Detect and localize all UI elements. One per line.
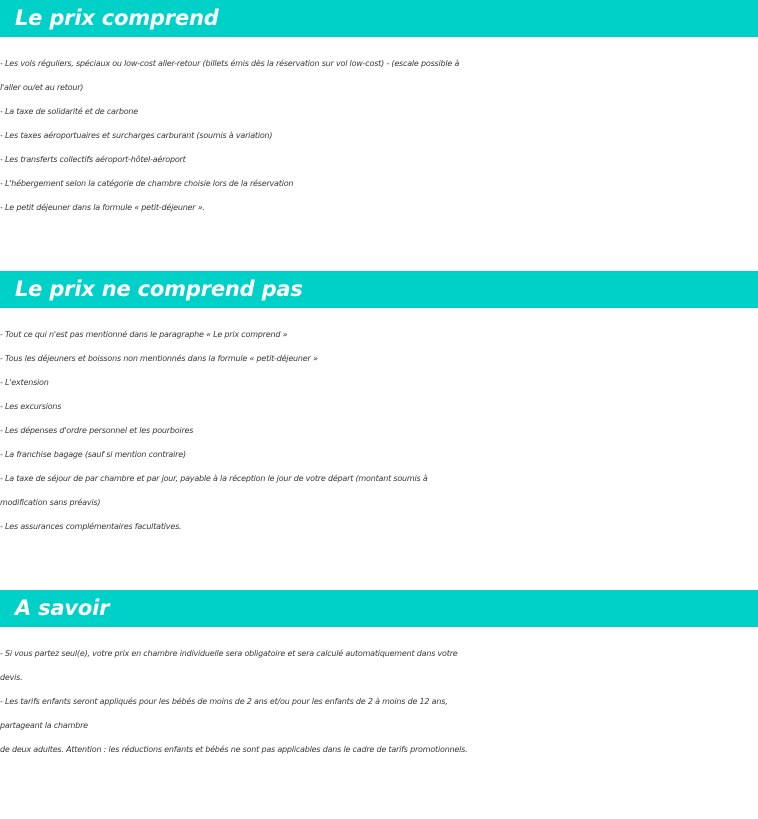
list-item: modification sans préavis)	[0, 498, 101, 507]
section-header-prix-ne-comprend-pas	[0, 271, 758, 308]
list-item: - La taxe de solidarité et de carbone	[0, 107, 139, 116]
section-header-prix-comprend	[0, 0, 758, 37]
list-item: - La franchise bagage (sauf si mention contraire)	[0, 450, 186, 459]
list-item: - Si vous partez seul(e), votre prix en chambre individuelle sera obligatoire et sera calculé automatiquement dans votre	[0, 649, 458, 658]
list-item: - L'hébergement selon la catégorie de chambre choisie lors de la réservation	[0, 179, 294, 188]
list-item: - Tous les déjeuners et boissons non mentionnés dans la formule « petit-déjeuner »	[0, 354, 318, 363]
section-body-prix-comprend	[0, 52, 758, 220]
section-title: Le prix ne comprend pas	[15, 277, 303, 301]
section-body-prix-ne-comprend-pas	[0, 323, 758, 539]
list-item: l'aller ou/et au retour)	[0, 83, 84, 92]
list-item: - Les tarifs enfants seront appliqués pour les bébés de moins de 2 ans et/ou pour les enfants de 2 à moins de 12 ans,	[0, 697, 448, 706]
list-item: - Le petit déjeuner dans la formule « petit-déjeuner ».	[0, 203, 205, 212]
section-title: Le prix comprend	[15, 6, 219, 30]
list-item: - Tout ce qui n'est pas mentionné dans le paragraphe « Le prix comprend »	[0, 330, 288, 339]
list-item: de deux adultes. Attention : les réductions enfants et bébés ne sont pas applicables dans le cadre de tarifs promotionnels.	[0, 745, 468, 754]
list-item: devis.	[0, 673, 23, 682]
section-title: A savoir	[15, 596, 110, 620]
list-item: - Les vols réguliers, spéciaux ou low-cost aller-retour (billets émis dès la réservation sur vol low-cost) - (escale possible à	[0, 59, 460, 68]
list-item: - Les transferts collectifs aéroport-hôtel-aéroport	[0, 155, 186, 164]
list-item: partageant la chambre	[0, 721, 88, 730]
section-header-a-savoir	[0, 590, 758, 627]
list-item: - Les dépenses d'ordre personnel et les pourboires	[0, 426, 194, 435]
section-body-a-savoir	[0, 642, 758, 762]
list-item: - L'extension	[0, 378, 49, 387]
list-item: - Les taxes aéroportuaires et surcharges carburant (soumis à variation)	[0, 131, 273, 140]
list-item: - La taxe de séjour de par chambre et par jour, payable à la réception le jour de votre départ (montant soumis à	[0, 474, 428, 483]
list-item: - Les excursions	[0, 402, 62, 411]
list-item: - Les assurances complémentaires facultatives.	[0, 522, 182, 531]
